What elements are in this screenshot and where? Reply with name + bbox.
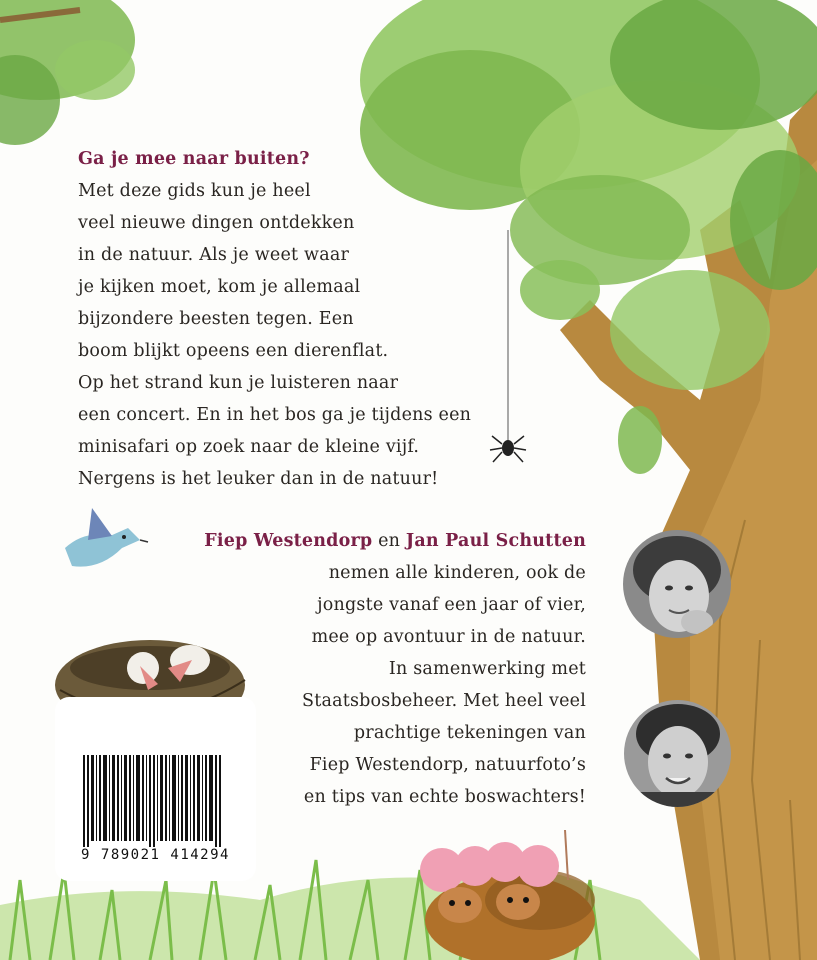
barcode-bars — [55, 697, 256, 847]
author-name-fiep: Fiep Westendorp — [204, 531, 373, 551]
blurb-heading: Ga je mee naar buiten? — [78, 149, 310, 169]
blurb-line: je kijken moet, kom je allemaal — [78, 277, 361, 297]
barcode-digits: 9 789021 414294 — [81, 847, 230, 863]
author-portrait-fiep — [623, 530, 731, 638]
author-names-line — [166, 525, 586, 557]
author-line: In samenwerking met — [388, 659, 586, 679]
blurb-line: veel nieuwe dingen ontdekken — [78, 213, 355, 233]
blurb-line: minisafari op zoek naar de kleine vijf. — [78, 437, 420, 457]
author-line: prachtige tekeningen van — [353, 723, 586, 743]
blurb-line: bijzondere beesten tegen. Een — [78, 309, 354, 329]
barcode — [55, 697, 256, 881]
author-line: Staatsbosbeheer. Met heel veel — [302, 691, 586, 711]
blurb-line: Met deze gids kun je heel — [78, 181, 311, 201]
author-line: en tips van echte boswachters! — [303, 787, 586, 807]
author-line: nemen alle kinderen, ook de — [328, 563, 586, 583]
mice-illustration — [420, 830, 595, 960]
author-line: jongste vanaf een jaar of vier, — [317, 595, 586, 615]
author-line: Fiep Westendorp, natuurfoto’s — [309, 755, 586, 775]
author-name-jan-paul: Jan Paul Schutten — [405, 531, 586, 551]
blurb-line: boom blijkt opeens een dierenflat. — [78, 341, 389, 361]
blurb-line: Op het strand kun je luisteren naar — [78, 373, 399, 393]
blurb-line: in de natuur. Als je weet waar — [78, 245, 350, 265]
author-line: mee op avontuur in de natuur. — [311, 627, 586, 647]
blurb-line: Nergens is het leuker dan in de natuur! — [78, 469, 439, 489]
blurb-text — [78, 143, 498, 495]
bird-illustration — [65, 508, 148, 567]
foliage-top-left-illustration — [0, 0, 135, 145]
author-connector: en — [372, 531, 406, 551]
blurb-line: een concert. En in het bos ga je tijdens een — [78, 405, 472, 425]
author-portrait-jan-paul — [624, 700, 731, 807]
